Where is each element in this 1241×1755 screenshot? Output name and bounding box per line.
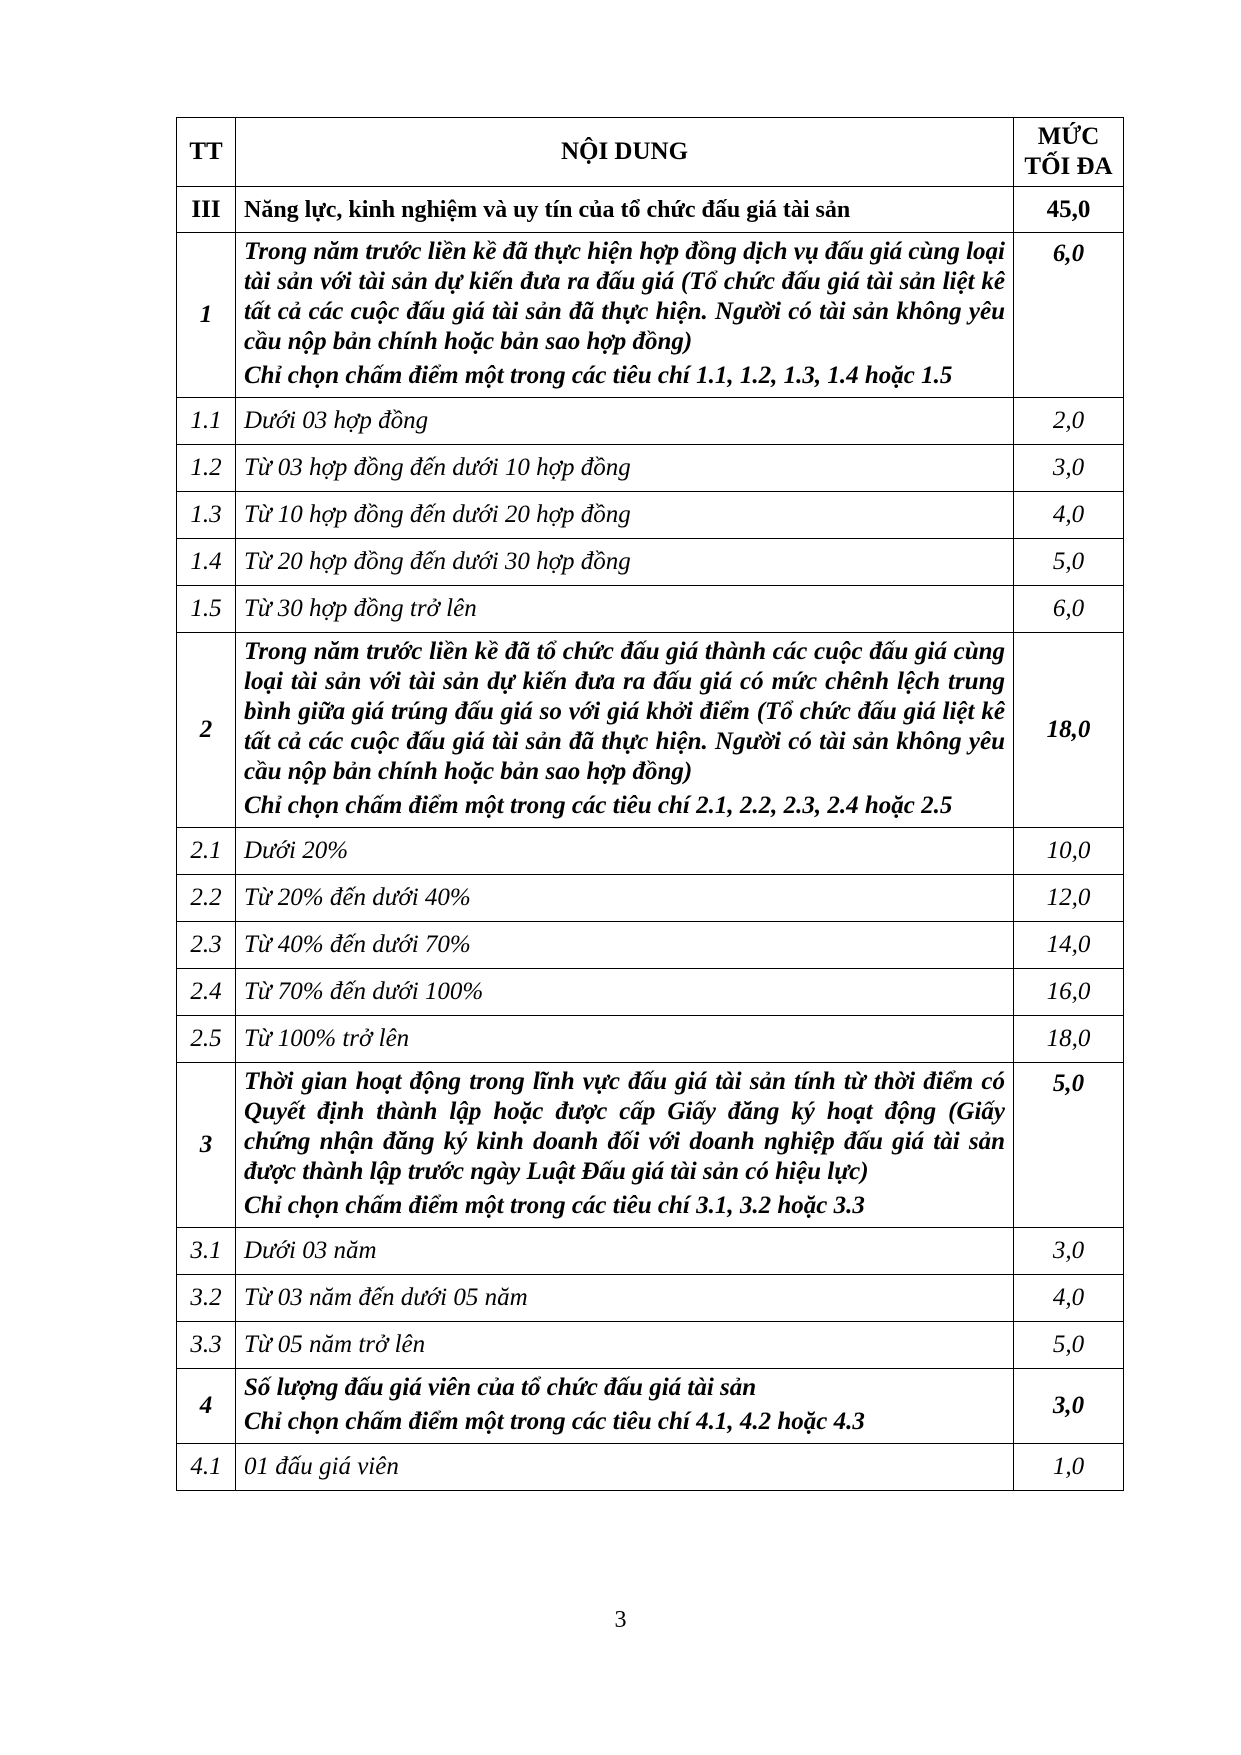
sub-max: 5,0: [1014, 539, 1124, 586]
sub-max: 14,0: [1014, 922, 1124, 969]
header-max: MỨC TỐI ĐA: [1014, 118, 1124, 187]
sub-max: 3,0: [1014, 1228, 1124, 1275]
sub-max: 4,0: [1014, 492, 1124, 539]
criterion-max: 3,0: [1014, 1369, 1124, 1444]
criterion-tt: 1: [177, 233, 236, 398]
sub-content: Từ 05 năm trở lên: [236, 1322, 1014, 1369]
criterion-tt: 3: [177, 1063, 236, 1228]
section-max: 45,0: [1014, 187, 1124, 233]
sub-criterion-row: [177, 445, 1124, 492]
sub-content: 01 đấu giá viên: [236, 1444, 1014, 1491]
section-content: Năng lực, kinh nghiệm và uy tín của tổ chức đấu giá tài sản: [236, 187, 1014, 233]
criterion-description: Thời gian hoạt động trong lĩnh vực đấu giá tài sản tính từ thời điểm có Quyết định thành lập hoặc được cấp Giấy đăng ký hoạt động (Giấy chứng nhận đăng ký kinh doanh đối với doanh nghiệp đấu giá tài sản được thành lập trước ngày Luật Đấu giá tài sản có hiệu lực): [244, 1068, 1005, 1185]
sub-max: 5,0: [1014, 1322, 1124, 1369]
criterion-content: [236, 633, 1014, 828]
criterion-note: Chỉ chọn chấm điểm một trong các tiêu chí 1.1, 1.2, 1.3, 1.4 hoặc 1.5: [244, 362, 953, 389]
sub-tt: 1.4: [177, 539, 236, 586]
criterion-description: Số lượng đấu giá viên của tổ chức đấu giá tài sản: [244, 1374, 757, 1401]
criterion-description: Trong năm trước liền kề đã thực hiện hợp đồng dịch vụ đấu giá cùng loại tài sản với tài sản dự kiến đưa ra đấu giá (Tổ chức đấu giá tài sản liệt kê tất cả các cuộc đấu giá tài sản đã thực hiện. Người có tài sản không yêu cầu nộp bản chính hoặc bản sao hợp đồng): [244, 238, 1005, 355]
sub-tt: 2.4: [177, 969, 236, 1016]
criterion-note: Chỉ chọn chấm điểm một trong các tiêu chí 4.1, 4.2 hoặc 4.3: [244, 1408, 865, 1435]
sub-criterion-row: [177, 1016, 1124, 1063]
sub-max: 12,0: [1014, 875, 1124, 922]
sub-content: Từ 03 năm đến dưới 05 năm: [236, 1275, 1014, 1322]
sub-tt: 1.1: [177, 398, 236, 445]
sub-content: Từ 10 hợp đồng đến dưới 20 hợp đồng: [236, 492, 1014, 539]
scoring-table: [176, 117, 1124, 1491]
sub-tt: 3.2: [177, 1275, 236, 1322]
sub-content: Từ 40% đến dưới 70%: [236, 922, 1014, 969]
sub-tt: 2.3: [177, 922, 236, 969]
sub-tt: 2.5: [177, 1016, 236, 1063]
sub-tt: 2.1: [177, 828, 236, 875]
sub-tt: 1.3: [177, 492, 236, 539]
sub-max: 1,0: [1014, 1444, 1124, 1491]
sub-content: Từ 20% đến dưới 40%: [236, 875, 1014, 922]
sub-tt: 3.1: [177, 1228, 236, 1275]
sub-max: 10,0: [1014, 828, 1124, 875]
sub-max: 18,0: [1014, 1016, 1124, 1063]
page-number: 3: [614, 1607, 627, 1633]
criterion-tt: 4: [177, 1369, 236, 1444]
criterion-row: [177, 1063, 1124, 1228]
criterion-note: Chỉ chọn chấm điểm một trong các tiêu chí 3.1, 3.2 hoặc 3.3: [244, 1192, 865, 1219]
sub-criterion-row: [177, 1322, 1124, 1369]
sub-criterion-row: [177, 398, 1124, 445]
sub-criterion-row: [177, 828, 1124, 875]
sub-tt: 2.2: [177, 875, 236, 922]
header-content: NỘI DUNG: [236, 118, 1014, 187]
criterion-row: [177, 233, 1124, 398]
criterion-row: [177, 1369, 1124, 1444]
sub-tt: 3.3: [177, 1322, 236, 1369]
sub-content: Dưới 03 hợp đồng: [236, 398, 1014, 445]
sub-max: 16,0: [1014, 969, 1124, 1016]
table-header-row: [177, 118, 1124, 187]
sub-criterion-row: [177, 969, 1124, 1016]
sub-content: Từ 100% trở lên: [236, 1016, 1014, 1063]
sub-criterion-row: [177, 1444, 1124, 1491]
sub-criterion-row: [177, 586, 1124, 633]
sub-tt: 1.2: [177, 445, 236, 492]
sub-criterion-row: [177, 1275, 1124, 1322]
header-tt: TT: [177, 118, 236, 187]
sub-criterion-row: [177, 922, 1124, 969]
sub-tt: 1.5: [177, 586, 236, 633]
sub-max: 6,0: [1014, 586, 1124, 633]
sub-content: Từ 30 hợp đồng trở lên: [236, 586, 1014, 633]
sub-criterion-row: [177, 1228, 1124, 1275]
sub-content: Dưới 03 năm: [236, 1228, 1014, 1275]
sub-max: 4,0: [1014, 1275, 1124, 1322]
criterion-max: 5,0: [1014, 1063, 1124, 1228]
criterion-description: Trong năm trước liền kề đã tổ chức đấu giá thành các cuộc đấu giá cùng loại tài sản với tài sản dự kiến đưa ra đấu giá có mức chênh lệch trung bình giữa giá trúng đấu giá so với giá khởi điểm (Tổ chức đấu giá liệt kê tất cả các cuộc đấu giá tài sản đã thực hiện. Người có tài sản không yêu cầu nộp bản chính hoặc bản sao hợp đồng): [244, 638, 1005, 785]
sub-tt: 4.1: [177, 1444, 236, 1491]
criterion-row: [177, 633, 1124, 828]
sub-criterion-row: [177, 539, 1124, 586]
criterion-max: 6,0: [1014, 233, 1124, 398]
sub-max: 3,0: [1014, 445, 1124, 492]
criterion-tt: 2: [177, 633, 236, 828]
sub-content: Dưới 20%: [236, 828, 1014, 875]
sub-criterion-row: [177, 492, 1124, 539]
section-row: [177, 187, 1124, 233]
criterion-max: 18,0: [1014, 633, 1124, 828]
sub-content: Từ 20 hợp đồng đến dưới 30 hợp đồng: [236, 539, 1014, 586]
criterion-content: [236, 1063, 1014, 1228]
sub-criterion-row: [177, 875, 1124, 922]
section-tt: III: [177, 187, 236, 233]
criterion-content: [236, 1369, 1014, 1444]
criterion-note: Chỉ chọn chấm điểm một trong các tiêu chí 2.1, 2.2, 2.3, 2.4 hoặc 2.5: [244, 792, 953, 819]
sub-content: Từ 70% đến dưới 100%: [236, 969, 1014, 1016]
criterion-content: [236, 233, 1014, 398]
sub-content: Từ 03 hợp đồng đến dưới 10 hợp đồng: [236, 445, 1014, 492]
sub-max: 2,0: [1014, 398, 1124, 445]
